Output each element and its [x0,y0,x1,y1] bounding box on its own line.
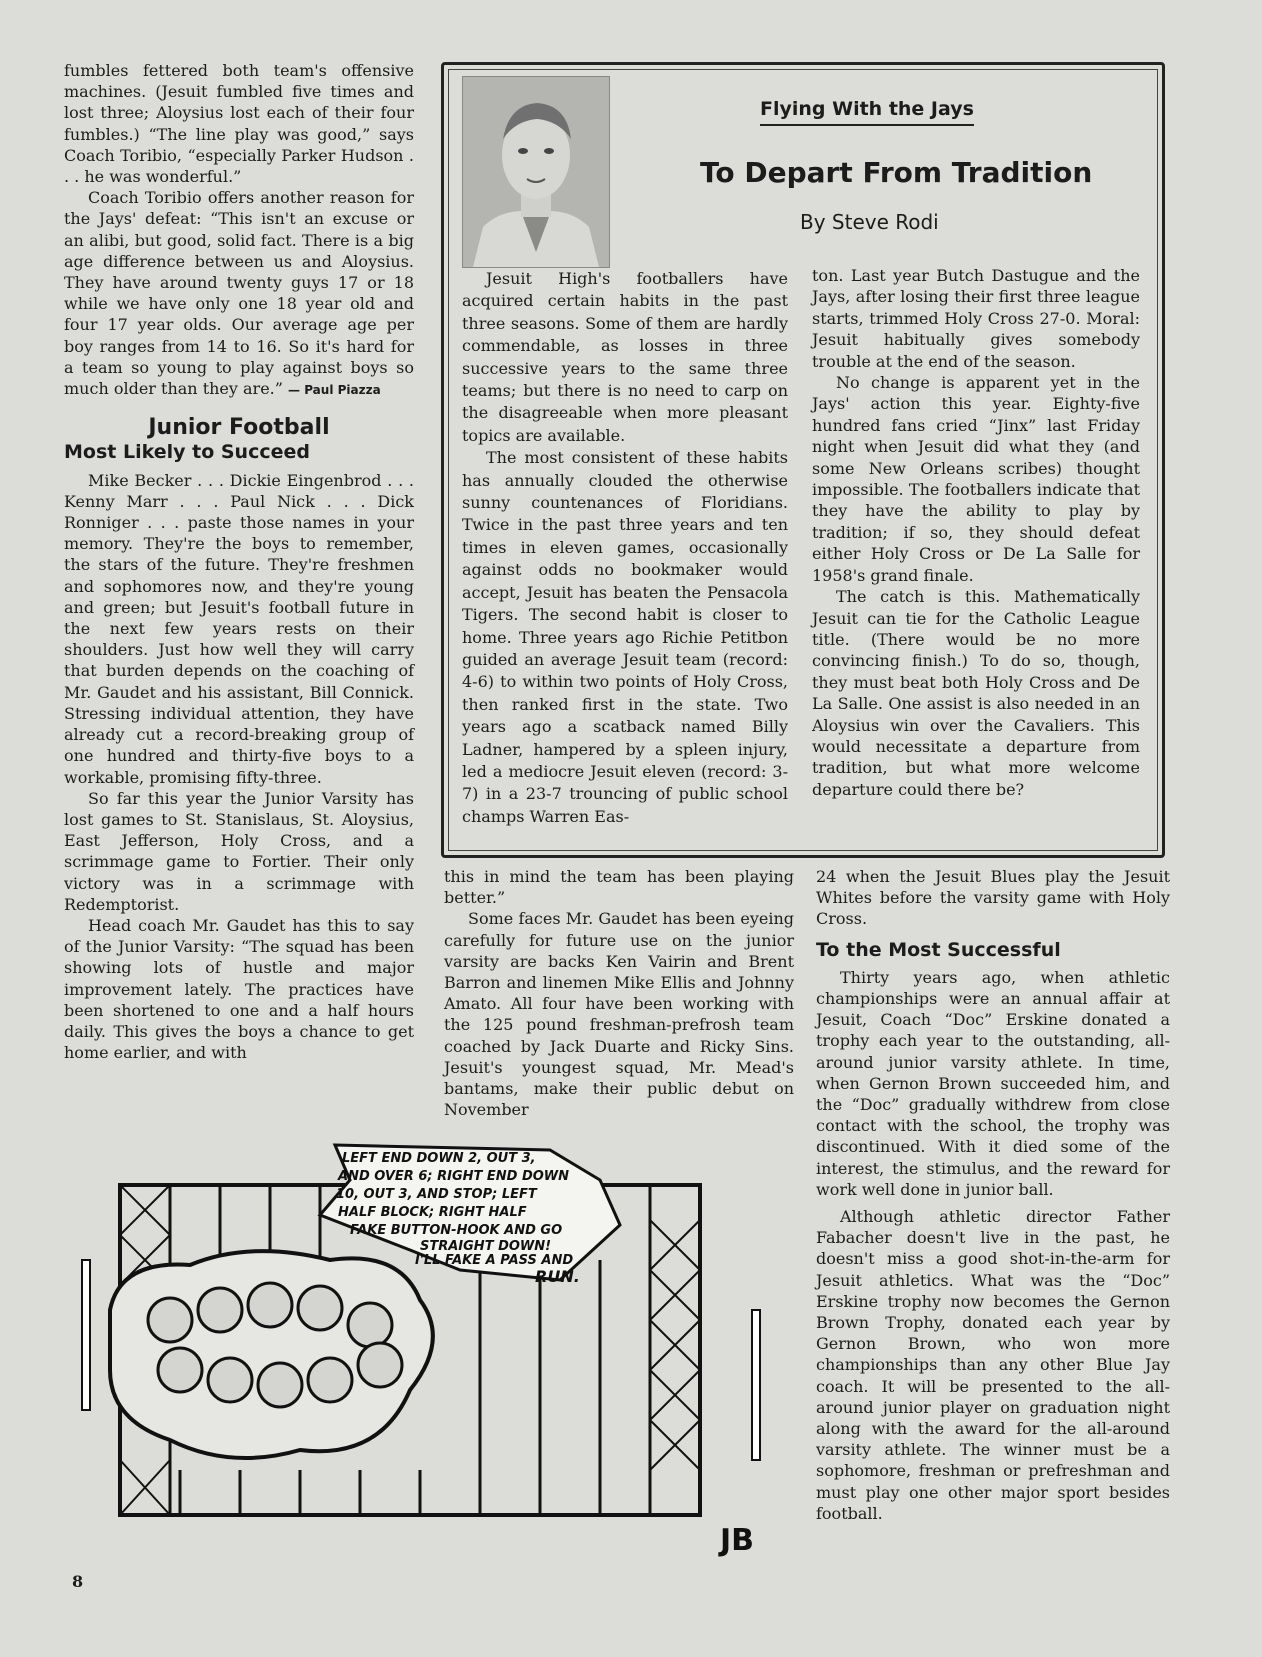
feature-title: To Depart From Tradition [700,156,1093,189]
football-huddle-cartoon [80,1140,800,1570]
feature-byline: By Steve Rodi [800,210,939,234]
middle-paragraph-1: this in mind the team has been playing better.” [444,867,794,908]
right-paragraph-3: Although athletic director Father Fabacher doesn't live in the past, he doesn't miss a good shot-in-the-arm for Jesuit athletics. What was the “Doc” Erskine trophy now becomes the Gernon Brown Trophy, donated each year by Gernon Brown, who won more championships than any other Blue Jay coach. It will be presented to the all-around junior player on graduation night along with the award for the all-around varsity athlete. The winner must be a sophomore, freshman or prefreshman and must play one other major sport besides football. [816,1207,1170,1523]
left-paragraph-5: Head coach Mr. Gaudet has this to say of the Junior Varsity: “The squad has been showing lots of hustle and major improvement lately. The practices have been shortened to one and a half hours daily. This gives the boys a chance to get home earlier, and with [64,915,414,1063]
right-column [816,866,1170,1524]
feature-column-1 [462,268,788,828]
speech-line-7: I'LL FAKE A PASS AND [415,1253,574,1268]
feature-col2-paragraph-1: ton. Last year Butch Dastugue and the Jays, after losing their first three league starts, trimmed Holy Cross 27-0. Moral: Jesuit habitually gives somebody trouble at the end of the season. [812,266,1140,371]
speech-line-6: STRAIGHT DOWN! [420,1239,552,1254]
feature-column-2 [812,265,1140,800]
page-number: 8 [72,1572,84,1591]
portrait-illustration [463,77,609,267]
left-paragraph-2-text: Coach Toribio offers another reason for the Jays' defeat: “This isn't an excuse or an alibi, but good, solid fact. There is a big age difference between us and Aloysius. They have around twenty guys 17 or 18 while we have only one 18 year old and four 17 year olds. Our average age per boy ranges from 14 to 16. So it's hard for a team so young to play against boys so much older than they are.” [64,188,414,399]
speech-line-3: 10, OUT 3, AND STOP; LEFT [336,1187,537,1202]
left-paragraph-3: Mike Becker . . . Dickie Eingenbrod . . . Kenny Marr . . . Paul Nick . . . Dick Ronniger . . . paste those names in your memory. They're the boys to remember, the stars of the future. They're freshmen and sophomores now, and they're young and green; but Jesuit's football future in the next few years rests on their shoulders. Just how well they will carry that burden depends on the coaching of Mr. Gaudet and his assistant, Bill Connick. Stressing individual attention, they have already cut a record-breaking group of one hundred and thirty-five boys to a workable, promising fifty-three. [64,470,414,787]
feature-subtitle: Flying With the Jays [760,98,974,126]
author-photo [462,76,610,268]
speech-line-5: FAKE BUTTON-HOOK AND GO [350,1223,563,1238]
left-paragraph-1: fumbles fettered both team's offensive machines. (Jesuit fumbled five times and lost three; Aloysius lost each of their four fumbles.) “The line play was good,” says Coach Toribio, “especially Parker Hudson . . . he was wonderful.” [64,61,414,187]
middle-paragraph-2: Some faces Mr. Gaudet has been eyeing carefully for future use on the junior varsity are backs Ken Vairin and Brent Barron and linemen Mike Ellis and Johnny Amato. All four have been working with the 125 pound freshman-prefrosh team coached by Jack Duarte and Ricky Sins. Jesuit's youngest squad, Mr. Mead's bantams, make their public debut on November [444,909,794,1120]
right-paragraph-1: 24 when the Jesuit Blues play the Jesuit Whites before the varsity game with Holy Cross. [816,867,1170,929]
byline-paul-piazza: — Paul Piazza [288,383,381,398]
most-likely-heading: Most Likely to Succeed [64,441,310,464]
right-paragraph-2: Thirty years ago, when athletic championships were an annual affair at Jesuit, Coach “Doc” Erskine donated a trophy each year to the outstanding, all-around junior varsity athlete. In time, when Gernon Brown succeeded him, and the “Doc” gradually withdrew from close contact with the school, the trophy was discontinued. With it died some of the interest, the stimulus, and the reward for work well done in junior ball. [816,967,1170,1199]
feature-col2-paragraph-2: No change is apparent yet in the Jays' action this year. Eighty-five hundred fans cried “Jinx” last Friday night when Jesuit did what they (and some New Orleans scribes) thought impossible. The footballers indicate that they have the ability to play by tradition; if so, they should defeat either Holy Cross or De La Salle for 1958's grand finale. [812,373,1140,585]
junior-football-heading: Junior Football [148,415,330,441]
left-paragraph-4: So far this year the Junior Varsity has lost games to St. Stanislaus, St. Aloysius, East Jefferson, Holy Cross, and a scrimmage game to Fortier. Their only victory was in a scrimmage with Redemptorist. [64,788,414,914]
speech-line-1: LEFT END DOWN 2, OUT 3, [342,1151,536,1166]
speech-line-4: HALF BLOCK; RIGHT HALF [338,1205,527,1220]
middle-column [444,866,794,1120]
feature-col1-paragraph-2: The most consistent of these habits has annually clouded the otherwise sunny countenances of Floridians. Twice in the past three years and ten times in eleven games, occasionally against odds no bookmaker would accept, Jesuit has beaten the Pensacola Tigers. The second habit is closer to home. Three years ago Richie Petitbon guided an average Jesuit team (record: 4-6) to within two points of Holy Cross, then ranked first in the state. Two years ago a scatback named Billy Ladner, hampered by a spleen injury, led a mediocre Jesuit eleven (record: 3-7) in a 23-7 trouncing of public school champs Warren Eas- [462,448,788,826]
artist-signature: JB [720,1523,755,1558]
feature-col2-paragraph-3: The catch is this. Mathematically Jesuit can tie for the Catholic League title. (There would be no more convincing finish.) To do so, though, they must beat both Holy Cross and De La Salle. One assist is also needed in an Aloysius win over the Cavaliers. This would necessitate a departure from tradition, but what more welcome departure could there be? [812,587,1140,799]
feature-col1-paragraph-1: Jesuit High's footballers have acquired certain habits in the past three seasons. Some of them are hardly commendable, as losses in three successive years to the same three teams; but there is no need to carp on the disagreeable when more pleasant topics are available. [462,269,788,445]
left-paragraph-2 [64,187,414,401]
most-successful-heading: To the Most Successful [816,938,1061,961]
speech-line-2: AND OVER 6; RIGHT END DOWN [338,1169,570,1184]
speech-line-8: RUN. [535,1267,580,1286]
left-column [64,60,414,1063]
